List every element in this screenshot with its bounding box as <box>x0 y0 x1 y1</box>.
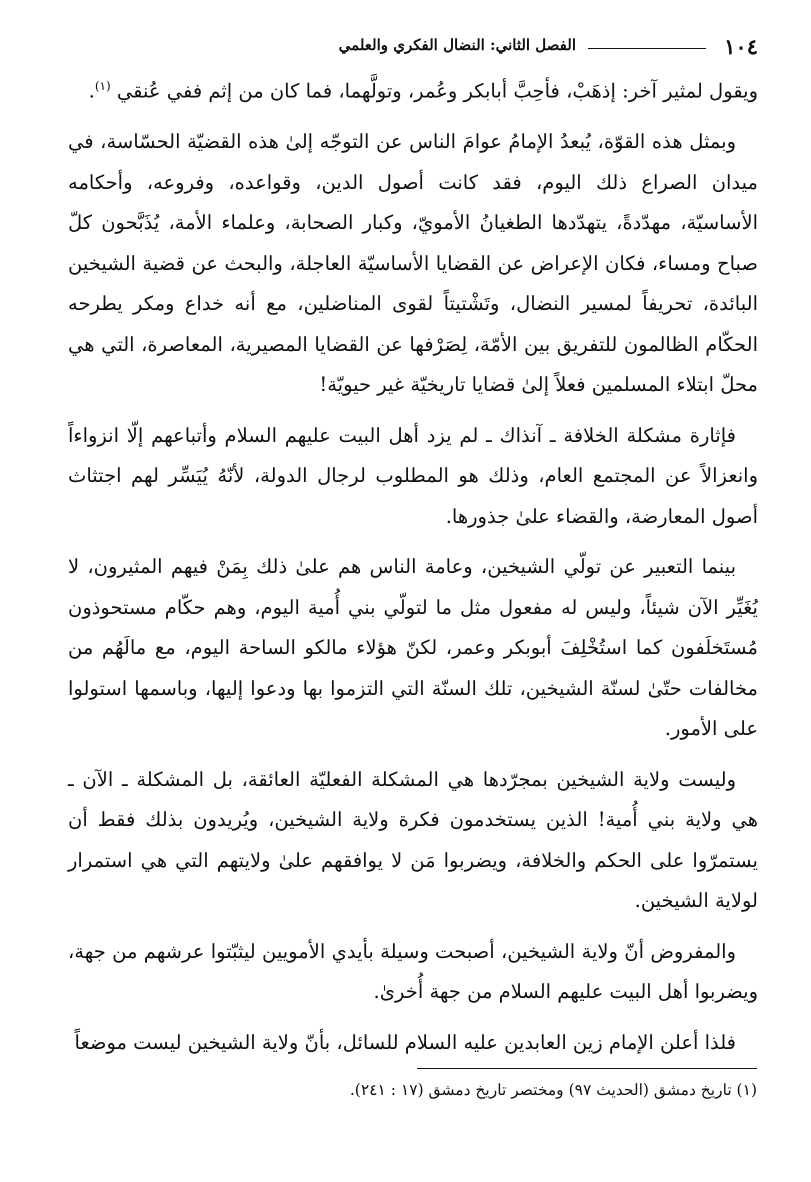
footnote-rule <box>417 1068 757 1069</box>
paragraph-1 <box>68 66 758 112</box>
footnote-1: (١) تاريخ دمشق (الحديث ٩٧) ومختصر تاريخ دمشق (١٧ : ٢٤١). <box>349 1081 757 1099</box>
paragraph-2: وبمثل هذه القوّة، يُبعدُ الإمامُ عوامَ الناس عن التوجّه إلىٰ هذه القضيّة الحسّاسة، في ميدان الصراع ذلك اليوم، فقد كانت أصول الدين، وقواعده، وفروعه، وأحكامه الأساسيّة، مهدّدةً، يتهدّدها الطغيانُ الأمويّ، وكبار الصحابة، وعلماء الأمة، يُذَبَّحون كلّ صباح ومساء، فكان الإعراض عن القضايا الأساسيّة العاجلة، والبحث عن قضية الشيخين البائدة، تحريفاً لمسير النضال، وتَشْتيتاً لقوى المناضلين، مع أنه خداع ومكر يطرحه الحكّام الظالمون للتفريق بين الأمّة، لِصَرْفها عن القضايا المصيرية، المعاصرة، التي هي محلّ ابتلاء المسلمين فعلاً إلىٰ قضايا تاريخيّة غير حيويّة! <box>68 130 758 396</box>
paragraph-1-text: ويقول لمثير آخر: إذهَبْ، فأحِبَّ أبابكر وعُمر، وتولَّهما، فما كان من إثم ففي عُنقي <box>116 79 758 103</box>
paragraph-5: وليست ولاية الشيخين بمجرّدها هي المشكلة الفعليّة العائقة، بل المشكلة ـ الآن ـ هي ولاية بني أُمية! الذين يستخدمون فكرة ولاية الشيخين، ويُريدون بذلك فقط أن يستمرّوا على الحكم والخلافة، ويضربوا مَن لا يوافقهم علىٰ ولايتهم التي هي استمرار لولاية الشيخين. <box>68 767 758 912</box>
header-rule <box>588 48 706 49</box>
paragraph-4: بينما التعبير عن تولّي الشيخين، وعامة الناس هم علىٰ ذلك بِمَنْ فيهم المثيرون، لا يُغَيِّر الآن شيئاً، وليس له مفعول مثل ما لتولّي بني أُمية اليوم، وهم حكّام مستحوذون مُستَخلَفون كما استُخْلِفَ أبوبكر وعمر، لكنّ هؤلاء مالكو الساحة اليوم، مع مالَهُم من مخالفات حتّىٰ لسنّة الشيخين، تلك السنّة التي التزموا بها ودعوا إليها، وباسمها استولوا على الأمور. <box>68 555 758 740</box>
running-header <box>68 34 758 62</box>
page-number: ١٠٤ <box>724 34 758 59</box>
paragraph-1-tail: . <box>88 79 95 103</box>
footnote-reference: (١) <box>94 79 111 93</box>
paragraph-7: فلذا أعلن الإمام زين العابدين عليه السلام للسائل، بأنّ ولاية الشيخين ليست موضعاً <box>74 1030 736 1054</box>
chapter-title: الفصل الثاني: النضال الفكري والعلمي <box>338 36 576 54</box>
paragraph-3: فإثارة مشكلة الخلافة ـ آنذاك ـ لم يزد أهل البيت عليهم السلام وأتباعهم إلّا انزواءاً وانعزالاً عن المجتمع العام، وذلك هو المطلوب لرجال الدولة، لأنّهُ يُيَسِّر لهم اجتثاث أصول المعارضة، والقضاء علىٰ جذورها. <box>68 423 758 528</box>
main-text <box>68 66 758 1073</box>
paragraph-6: والمفروض أنّ ولاية الشيخين، أصبحت وسيلة بأيدي الأمويين ليثبّتوا عرشهم من جهة، ويضربوا أهل البيت عليهم السلام من جهة أُخرىٰ. <box>68 939 758 1003</box>
